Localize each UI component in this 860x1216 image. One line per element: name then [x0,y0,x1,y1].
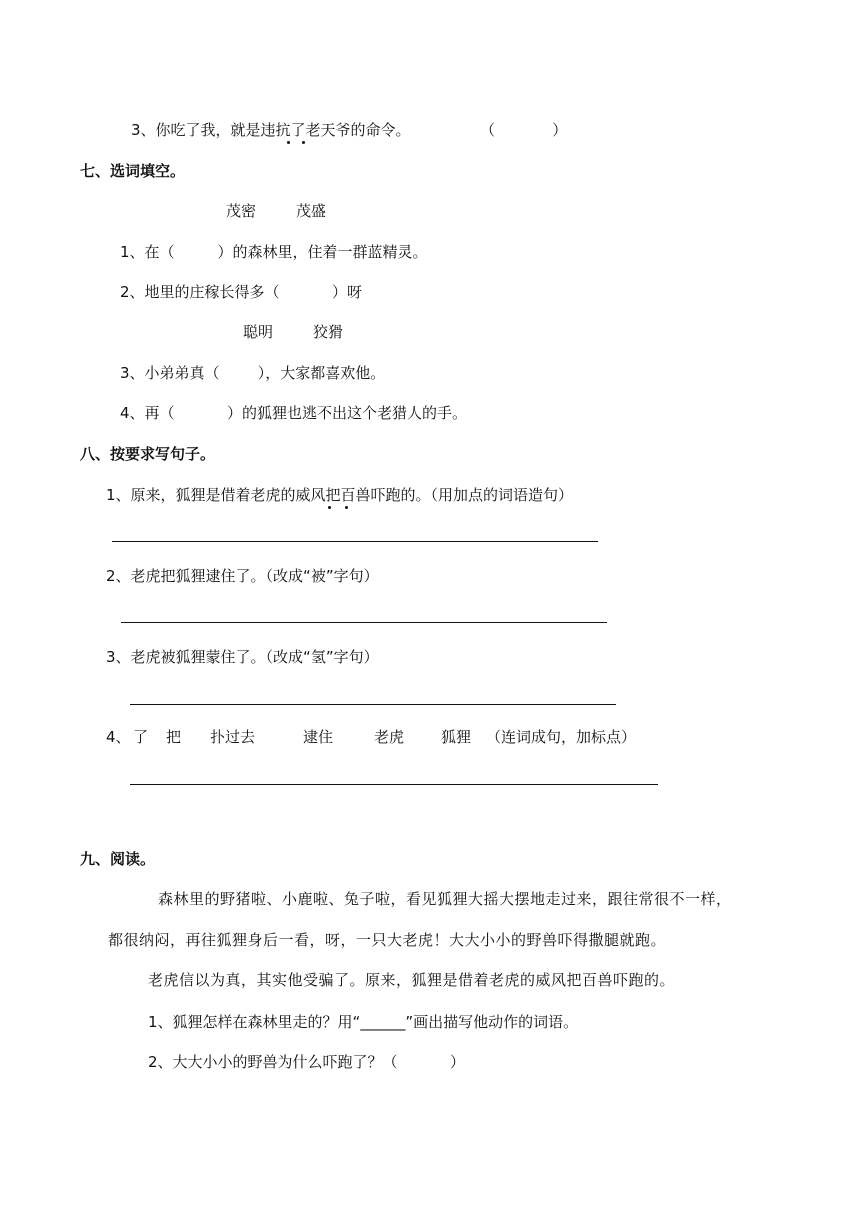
reading-passage-line-1: 森林里的野猪啦、小鹿啦、兔子啦，看见狐狸大摇大摆地走过来，跟往常很不一样， [158,890,732,908]
question-8-4-number: 4、 [106,728,131,746]
emphasis-dot [302,141,305,144]
question-9-1: 1、狐狸怎样在森林里走的？用“______”画出描写他动作的词语。 [148,1013,579,1031]
word-choice-maosheng: 茂盛 [296,202,327,220]
reading-passage-line-2: 都很纳闷，再往狐狸身后一看，呀，一只大老虎！大大小小的野兽吓得撒腿就跑。 [108,931,667,949]
scrambled-word-2: 把 [166,728,182,746]
emphasis-dot [287,141,290,144]
question-8-3: 3、老虎被狐狸蒙住了。（改成“氢”字句） [106,648,379,666]
question-7-1: 1、在（ ）的森林里，住着一群蓝精灵。 [120,243,428,261]
question-8-1: 1、原来，狐狸是借着老虎的威风把百兽吓跑的。（用加点的词语造句） [106,486,574,504]
answer-line-2[interactable] [121,622,607,623]
scrambled-word-5: 老虎 [374,728,405,746]
scrambled-word-1: 了 [133,728,149,746]
emphasis-dot [345,506,348,509]
answer-line-3[interactable] [130,704,616,705]
reading-passage-line-3: 老虎信以为真，其实他受骗了。原来，狐狸是借着老虎的威风把百兽吓跑的。 [148,971,676,989]
answer-paren: （ ） [480,121,568,139]
question-7-4: 4、再（ ）的狐狸也逃不出这个老猎人的手。 [120,404,467,422]
question-8-2: 2、老虎把狐狸逮住了。（改成“被”字句） [106,567,379,585]
emphasis-dot [328,506,331,509]
section-8-heading: 八、按要求写句子。 [80,445,216,463]
question-6-3: 3、你吃了我，就是违抗了老天爷的命令。 [131,121,411,139]
question-8-4-instruction: （连词成句，加标点） [486,728,637,746]
question-7-3: 3、小弟弟真（ ），大家都喜欢他。 [120,364,386,382]
scrambled-word-4: 逮住 [303,728,334,746]
answer-line-4[interactable] [130,784,658,785]
scrambled-word-3: 扑过去 [210,728,256,746]
scrambled-word-6: 狐狸 [441,728,472,746]
question-9-2: 2、大大小小的野兽为什么吓跑了？（ ） [148,1053,465,1071]
word-choice-congming: 聪明 [243,323,274,341]
word-choice-jiaohua: 狡猾 [313,323,344,341]
section-7-heading: 七、选词填空。 [80,162,186,180]
question-7-2: 2、地里的庄稼长得多（ ）呀 [120,283,362,301]
section-9-heading: 九、阅读。 [80,850,156,868]
word-choice-maomi: 茂密 [226,202,257,220]
answer-line-1[interactable] [112,541,598,542]
